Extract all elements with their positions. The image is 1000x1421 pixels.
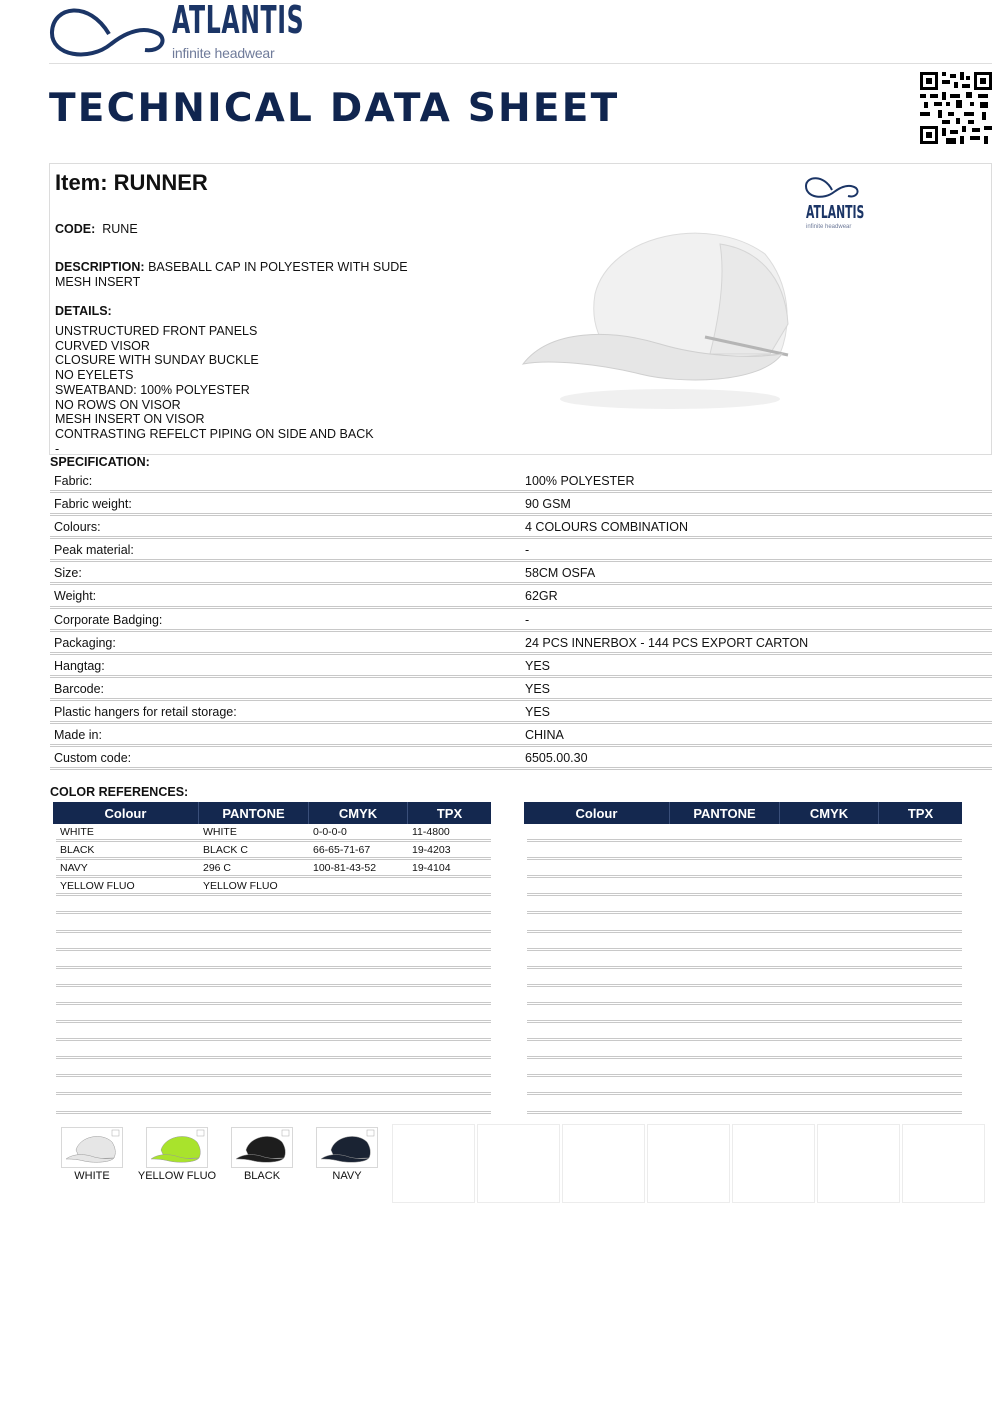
cap-icon — [147, 1128, 207, 1167]
spec-value: YES — [525, 658, 551, 673]
table-row — [56, 987, 491, 1005]
table-cell — [309, 1059, 408, 1074]
spec-row — [50, 655, 992, 678]
table-cell — [670, 1005, 780, 1020]
table-cell — [527, 842, 670, 857]
table-cell — [56, 896, 199, 911]
spec-label: Fabric: — [54, 474, 93, 488]
table-cell — [527, 1077, 670, 1092]
table-cell — [879, 969, 962, 984]
details-item: CONTRASTING REFELCT PIPING ON SIDE AND BACK — [55, 426, 374, 441]
table-cell — [199, 1005, 309, 1020]
table-row — [56, 824, 491, 842]
badge-brand-tagline: infinite headwear — [806, 224, 852, 230]
table-cell — [670, 1077, 780, 1092]
table-cell: YELLOW FLUO — [203, 880, 278, 893]
table-cell — [527, 933, 670, 948]
empty-swatch-slot — [902, 1124, 987, 1204]
table-row — [56, 933, 491, 951]
table-cell — [408, 1023, 491, 1038]
empty-swatch-frame — [392, 1124, 475, 1203]
table-row — [56, 1095, 491, 1113]
table-cell — [408, 914, 491, 929]
table-cell — [199, 987, 309, 1002]
table-cell — [879, 896, 962, 911]
table-cell — [780, 969, 879, 984]
cap-product-image — [520, 214, 795, 414]
spec-label: Colours: — [54, 520, 101, 535]
color-swatch — [52, 1124, 137, 1204]
table-cell — [199, 1041, 309, 1056]
table-cell — [527, 969, 670, 984]
table-cell — [309, 951, 408, 966]
empty-swatch-frame — [647, 1124, 730, 1203]
table-cell — [780, 933, 879, 948]
specification-table — [50, 470, 992, 770]
spec-row — [50, 493, 992, 516]
logo-swoosh-icon — [49, 0, 169, 62]
details-item: - — [55, 441, 60, 456]
table-cell — [879, 1023, 962, 1038]
table-row — [56, 1077, 491, 1095]
table-cell — [670, 860, 780, 875]
color-reference-table-2 — [524, 802, 962, 1114]
empty-swatch-slot — [817, 1124, 902, 1204]
table-row — [527, 1041, 962, 1059]
table-cell — [780, 1041, 879, 1056]
table-cell — [780, 951, 879, 966]
table-cell: 100-81-43-52 — [313, 862, 377, 875]
spec-label: Fabric weight: — [54, 497, 132, 512]
table-cell — [780, 860, 879, 875]
table-cell — [527, 1005, 670, 1020]
table-row — [527, 1005, 962, 1023]
table-row — [56, 951, 491, 969]
table-cell — [56, 1023, 199, 1038]
table-cell: 0-0-0-0 — [313, 826, 347, 838]
table-cell — [670, 1095, 780, 1110]
color-reference-table — [53, 802, 491, 1114]
table-cell — [879, 951, 962, 966]
table-cell — [309, 969, 408, 984]
details-item: MESH INSERT ON VISOR — [55, 412, 205, 427]
table-row — [56, 860, 491, 878]
table-cell — [199, 1023, 309, 1038]
header-colour: Colour — [53, 802, 199, 824]
header-pantone: PANTONE — [199, 802, 309, 824]
table-cell — [56, 951, 199, 966]
spec-label: Corporate Badging: — [54, 612, 163, 627]
table-cell — [780, 914, 879, 929]
table-cell — [670, 969, 780, 984]
table-cell — [199, 969, 309, 984]
table-cell — [309, 987, 408, 1002]
color-swatch — [137, 1124, 222, 1204]
table-row — [56, 914, 491, 932]
table-cell — [879, 842, 962, 857]
table-cell — [309, 878, 408, 893]
table-cell — [408, 951, 491, 966]
brand-logo — [49, 0, 305, 62]
table-row — [527, 914, 962, 932]
table-cell — [309, 914, 408, 929]
table-cell — [527, 878, 670, 893]
spec-row — [50, 539, 992, 562]
table-cell — [309, 1041, 408, 1056]
table-row — [527, 951, 962, 969]
table-cell — [670, 1059, 780, 1074]
empty-swatch-frame — [732, 1124, 815, 1203]
table-cell — [56, 987, 199, 1002]
table-cell — [527, 987, 670, 1002]
specification-title: SPECIFICATION: — [50, 455, 150, 469]
table-cell — [780, 1077, 879, 1092]
color-swatch — [222, 1124, 307, 1204]
table-cell — [199, 933, 309, 948]
spec-row — [50, 747, 992, 770]
spec-label: Barcode: — [54, 681, 105, 696]
table-cell — [879, 1059, 962, 1074]
spec-value: 62GR — [525, 589, 558, 604]
details-item: CURVED VISOR — [55, 338, 150, 353]
table-cell — [527, 1095, 670, 1110]
table-cell — [56, 969, 199, 984]
table-cell — [670, 824, 780, 839]
table-cell — [408, 969, 491, 984]
spec-label: Weight: — [54, 589, 97, 604]
table-cell — [199, 1077, 309, 1092]
spec-value: 100% POLYESTER — [525, 474, 635, 488]
badge-brand-name: ATLANTIS — [806, 202, 865, 223]
table-cell — [408, 1059, 491, 1074]
color-reference-header-2 — [524, 802, 962, 824]
spec-label: Plastic hangers for retail storage: — [54, 704, 237, 719]
table-row — [56, 1059, 491, 1077]
brand-badge — [802, 172, 865, 234]
table-row — [56, 878, 491, 896]
table-cell — [527, 1023, 670, 1038]
badge-swoosh-icon — [802, 172, 862, 202]
table-cell — [879, 878, 962, 893]
table-cell — [670, 842, 780, 857]
brand-name: ATLANTIS — [172, 0, 305, 42]
table-cell — [879, 860, 962, 875]
table-cell — [670, 914, 780, 929]
spec-value: 4 COLOURS COMBINATION — [525, 520, 688, 535]
details-item: SWEATBAND: 100% POLYESTER — [55, 382, 250, 397]
table-row — [527, 969, 962, 987]
table-cell — [670, 1023, 780, 1038]
swatch-cap-image — [316, 1127, 378, 1168]
spec-row — [50, 701, 992, 724]
table-cell — [780, 842, 879, 857]
spec-label: Peak material: — [54, 543, 134, 558]
table-cell — [879, 1005, 962, 1020]
spec-row — [50, 632, 992, 655]
table-cell — [199, 1095, 309, 1110]
table-cell — [408, 1095, 491, 1110]
table-cell — [780, 824, 879, 839]
color-swatches — [52, 1124, 987, 1204]
details-label-text: DETAILS: — [55, 304, 112, 318]
header-cmyk: CMYK — [309, 802, 408, 824]
table-cell — [879, 824, 962, 839]
details-list — [55, 324, 374, 456]
details-item: NO ROWS ON VISOR — [55, 397, 181, 412]
table-cell — [199, 914, 309, 929]
table-cell — [199, 1059, 309, 1074]
table-cell — [527, 824, 670, 839]
spec-row — [50, 609, 992, 632]
empty-swatch-slot — [732, 1124, 817, 1204]
table-row — [527, 987, 962, 1005]
description-text: BASEBALL CAP IN POLYESTER WITH SUDE — [148, 260, 408, 274]
table-cell — [670, 1041, 780, 1056]
brand-tagline: infinite headwear — [172, 45, 275, 61]
table-cell: BLACK C — [203, 844, 248, 857]
spec-value: - — [525, 543, 530, 558]
empty-swatch-frame — [562, 1124, 645, 1203]
empty-swatch-slot — [477, 1124, 562, 1204]
table-cell — [670, 951, 780, 966]
spec-row — [50, 516, 992, 539]
table-cell — [670, 896, 780, 911]
table-cell — [780, 1095, 879, 1110]
page-title: TECHNICAL DATA SHEET — [49, 86, 620, 131]
color-reference-rows — [53, 824, 491, 1114]
swatch-label: NAVY — [332, 1170, 362, 1182]
table-cell — [56, 914, 199, 929]
table-cell — [56, 1077, 199, 1092]
spec-label: Packaging: — [54, 635, 116, 650]
details-item: UNSTRUCTURED FRONT PANELS — [55, 324, 258, 338]
table-cell — [879, 1095, 962, 1110]
color-reference-header — [53, 802, 491, 824]
spec-value: YES — [525, 681, 551, 696]
table-cell: 19-4203 — [412, 844, 451, 857]
spec-value: 6505.00.30 — [525, 751, 588, 766]
table-cell — [527, 860, 670, 875]
table-cell — [879, 933, 962, 948]
swatch-label: WHITE — [74, 1170, 110, 1182]
table-cell: WHITE — [203, 826, 237, 838]
swatch-label: YELLOW FLUO — [137, 1170, 217, 1182]
table-cell — [309, 896, 408, 911]
details-label — [55, 304, 112, 319]
spec-value: - — [525, 612, 530, 627]
table-cell — [670, 987, 780, 1002]
description-label: DESCRIPTION: — [55, 260, 145, 274]
table-cell — [527, 914, 670, 929]
swatch-cap-image — [61, 1127, 123, 1168]
spec-value: 58CM OSFA — [525, 566, 596, 581]
swatch-cap-image — [231, 1127, 293, 1168]
table-cell — [309, 1005, 408, 1020]
table-cell — [309, 933, 408, 948]
header-tpx: TPX — [436, 805, 463, 821]
table-cell — [408, 896, 491, 911]
table-cell — [56, 1095, 199, 1110]
table-row — [527, 1059, 962, 1077]
table-cell — [408, 878, 491, 893]
table-cell — [780, 878, 879, 893]
table-cell — [780, 1023, 879, 1038]
code-value: RUNE — [102, 222, 138, 236]
empty-swatch-frame — [817, 1124, 900, 1203]
cap-icon — [62, 1128, 122, 1167]
table-cell — [408, 1041, 491, 1056]
table-cell — [780, 987, 879, 1002]
table-cell: 11-4800 — [412, 826, 450, 838]
table-row — [527, 896, 962, 914]
table-cell: 19-4104 — [412, 862, 451, 875]
table-row — [56, 1041, 491, 1059]
table-cell — [56, 1041, 199, 1056]
spec-label: Made in: — [54, 728, 102, 743]
header-cmyk-2: CMYK — [780, 802, 879, 824]
empty-swatch-slot — [562, 1124, 647, 1204]
table-row — [56, 1023, 491, 1041]
table-cell — [879, 914, 962, 929]
spec-row — [50, 562, 992, 585]
header-colour-2: Colour — [524, 802, 670, 824]
table-row — [527, 860, 962, 878]
table-row — [56, 896, 491, 914]
table-cell — [879, 1077, 962, 1092]
color-swatch — [307, 1124, 392, 1204]
empty-swatch-frame — [902, 1124, 985, 1203]
spec-row — [50, 678, 992, 701]
spec-row — [50, 724, 992, 747]
table-cell: WHITE — [60, 826, 94, 838]
empty-swatch-frame — [477, 1124, 560, 1203]
table-cell — [408, 933, 491, 948]
table-cell — [56, 1059, 199, 1074]
table-cell — [527, 951, 670, 966]
spec-label: Custom code: — [54, 751, 132, 766]
table-row — [527, 1095, 962, 1113]
item-description-cont: MESH INSERT — [55, 274, 141, 289]
spec-value: 90 GSM — [525, 497, 571, 512]
spec-label: Size: — [54, 566, 82, 581]
table-cell — [408, 1005, 491, 1020]
empty-swatch-slot — [647, 1124, 732, 1204]
table-cell — [527, 1059, 670, 1074]
item-title: Item: RUNNER — [55, 170, 208, 195]
table-cell — [309, 1023, 408, 1038]
table-cell — [56, 933, 199, 948]
swatch-cap-image — [146, 1127, 208, 1168]
spec-row — [50, 585, 992, 608]
table-cell — [408, 1077, 491, 1092]
table-cell — [780, 1059, 879, 1074]
details-item: CLOSURE WITH SUNDAY BUCKLE — [55, 353, 259, 368]
table-cell — [879, 987, 962, 1002]
table-cell — [670, 933, 780, 948]
details-item: NO EYELETS — [55, 368, 134, 383]
table-cell — [199, 896, 309, 911]
table-cell — [309, 1077, 408, 1092]
table-cell — [199, 951, 309, 966]
table-row — [56, 1005, 491, 1023]
empty-swatch-slot — [392, 1124, 477, 1204]
table-cell — [408, 987, 491, 1002]
table-cell — [56, 1005, 199, 1020]
code-label: CODE: — [55, 222, 96, 236]
item-info-panel — [49, 163, 992, 455]
table-row — [527, 1023, 962, 1041]
table-row — [527, 842, 962, 860]
table-cell: YELLOW FLUO — [60, 880, 135, 893]
table-cell — [670, 878, 780, 893]
swatch-label: BLACK — [243, 1170, 281, 1182]
spec-value: YES — [525, 704, 551, 719]
table-cell — [309, 1095, 408, 1110]
table-cell — [527, 1041, 670, 1056]
table-row — [527, 824, 962, 842]
table-cell: BLACK — [60, 844, 95, 857]
table-row — [527, 1077, 962, 1095]
header-pantone-2: PANTONE — [670, 802, 780, 824]
header-tpx-2: TPX — [907, 805, 934, 821]
color-references-title: COLOR REFERENCES: — [50, 785, 189, 799]
cap-icon — [317, 1128, 377, 1167]
table-row — [527, 933, 962, 951]
table-cell — [527, 896, 670, 911]
table-row — [56, 842, 491, 860]
table-cell: 66-65-71-67 — [313, 844, 371, 857]
spec-value: 24 PCS INNERBOX - 144 PCS EXPORT CARTON — [525, 635, 809, 650]
header-divider — [49, 63, 992, 64]
color-reference-rows-2 — [524, 824, 962, 1114]
table-row — [527, 878, 962, 896]
table-cell: NAVY — [60, 862, 88, 875]
item-code — [55, 222, 138, 237]
spec-label: Hangtag: — [54, 658, 105, 673]
cap-icon — [232, 1128, 292, 1167]
table-cell — [879, 1041, 962, 1056]
spec-row — [50, 470, 992, 493]
table-cell — [780, 896, 879, 911]
table-cell: 296 C — [203, 862, 232, 875]
spec-value: CHINA — [525, 728, 564, 743]
qr-code-icon — [920, 72, 992, 144]
table-cell — [780, 1005, 879, 1020]
table-row — [56, 969, 491, 987]
item-description — [55, 260, 408, 275]
